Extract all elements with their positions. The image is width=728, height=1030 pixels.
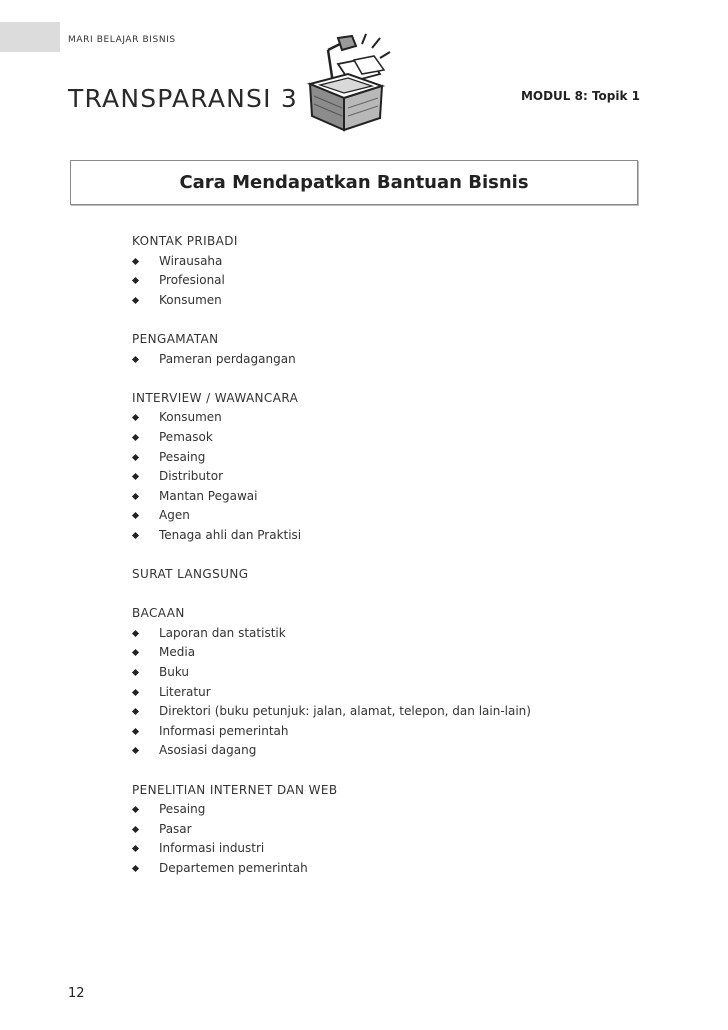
- section-title: INTERVIEW / WAWANCARA: [132, 390, 299, 405]
- diamond-bullet-icon: [132, 258, 139, 265]
- diamond-bullet-icon: [132, 747, 139, 754]
- list-item: [132, 722, 632, 742]
- section-surat-langsung: [132, 565, 632, 585]
- diamond-bullet-icon: [132, 493, 139, 500]
- diamond-bullet-icon: [132, 356, 139, 363]
- list-item: [132, 643, 632, 663]
- section-title: SURAT LANGSUNG: [132, 567, 249, 582]
- list-item-label: Pesaing: [159, 449, 206, 464]
- list-item-label: Profesional: [159, 273, 225, 288]
- diamond-bullet-icon: [132, 512, 139, 519]
- diamond-bullet-icon: [132, 865, 139, 872]
- diamond-bullet-icon: [132, 669, 139, 676]
- list-item-label: Asosiasi dagang: [159, 743, 257, 758]
- list-item-label: Informasi pemerintah: [159, 723, 289, 738]
- list-item-label: Mantan Pegawai: [159, 488, 258, 503]
- list-item-label: Distributor: [159, 469, 224, 484]
- running-head: MARI BELAJAR BISNIS: [68, 35, 176, 45]
- list-item: [132, 839, 632, 859]
- diamond-bullet-icon: [132, 689, 139, 696]
- section-interview: [132, 389, 632, 546]
- list-item: [132, 859, 632, 879]
- list-item-label: Pameran perdagangan: [159, 351, 296, 366]
- diamond-bullet-icon: [132, 297, 139, 304]
- list-item: [132, 624, 632, 644]
- list-item: [132, 800, 632, 820]
- diamond-bullet-icon: [132, 453, 139, 460]
- list-item: [132, 448, 632, 468]
- headline: Cara Mendapatkan Bantuan Bisnis: [179, 172, 529, 193]
- list-item-label: Direktori (buku petunjuk: jalan, alamat, telepon, dan lain-lain): [159, 704, 531, 719]
- diamond-bullet-icon: [132, 434, 139, 441]
- list-item: [132, 741, 632, 761]
- corner-tab: [0, 22, 60, 52]
- diamond-bullet-icon: [132, 728, 139, 735]
- list-item-label: Konsumen: [159, 410, 222, 425]
- headline-box: [70, 160, 638, 205]
- list-item-label: Tenaga ahli dan Praktisi: [159, 527, 302, 542]
- section-penelitian-internet: [132, 781, 632, 879]
- list-item: [132, 408, 632, 428]
- section-title: PENELITIAN INTERNET DAN WEB: [132, 782, 338, 797]
- section-title: BACAAN: [132, 606, 185, 621]
- section-title: PENGAMATAN: [132, 331, 219, 346]
- diamond-bullet-icon: [132, 473, 139, 480]
- list-item-label: Literatur: [159, 684, 211, 699]
- diamond-bullet-icon: [132, 414, 139, 421]
- section-pengamatan: [132, 330, 632, 369]
- list-item: [132, 428, 632, 448]
- list-item-label: Pesaing: [159, 802, 206, 817]
- list-item-label: Media: [159, 645, 196, 660]
- diamond-bullet-icon: [132, 277, 139, 284]
- list-item: [132, 291, 632, 311]
- diamond-bullet-icon: [132, 806, 139, 813]
- list-item: [132, 663, 632, 683]
- list-item-label: Departemen pemerintah: [159, 861, 308, 875]
- content-list: [132, 232, 632, 898]
- list-item-label: Konsumen: [159, 292, 222, 307]
- list-item-label: Wirausaha: [159, 253, 223, 268]
- list-item: [132, 271, 632, 291]
- diamond-bullet-icon: [132, 649, 139, 656]
- list-item-label: Buku: [159, 665, 190, 680]
- list-item: [132, 506, 632, 526]
- section-kontak-pribadi: [132, 232, 632, 310]
- section-title: KONTAK PRIBADI: [132, 234, 238, 248]
- list-item-label: Pasar: [159, 821, 192, 836]
- diamond-bullet-icon: [132, 630, 139, 637]
- page-number: 12: [68, 986, 85, 1001]
- list-item-label: Laporan dan statistik: [159, 625, 286, 640]
- list-item-label: Pemasok: [159, 429, 213, 444]
- list-item: [132, 526, 632, 546]
- list-item: [132, 702, 632, 722]
- module-label: MODUL 8: Topik 1: [520, 89, 640, 103]
- list-item: [132, 350, 632, 370]
- list-item: [132, 487, 632, 507]
- diamond-bullet-icon: [132, 532, 139, 539]
- list-item: [132, 683, 632, 703]
- overhead-projector-icon: [300, 30, 400, 134]
- list-item: [132, 467, 632, 487]
- list-item: [132, 820, 632, 840]
- list-item: [132, 252, 632, 272]
- section-bacaan: [132, 604, 632, 761]
- page-title: TRANSPARANSI 3: [68, 84, 298, 113]
- diamond-bullet-icon: [132, 708, 139, 715]
- diamond-bullet-icon: [132, 845, 139, 852]
- list-item-label: Informasi industri: [159, 841, 265, 856]
- diamond-bullet-icon: [132, 826, 139, 833]
- list-item-label: Agen: [159, 508, 190, 523]
